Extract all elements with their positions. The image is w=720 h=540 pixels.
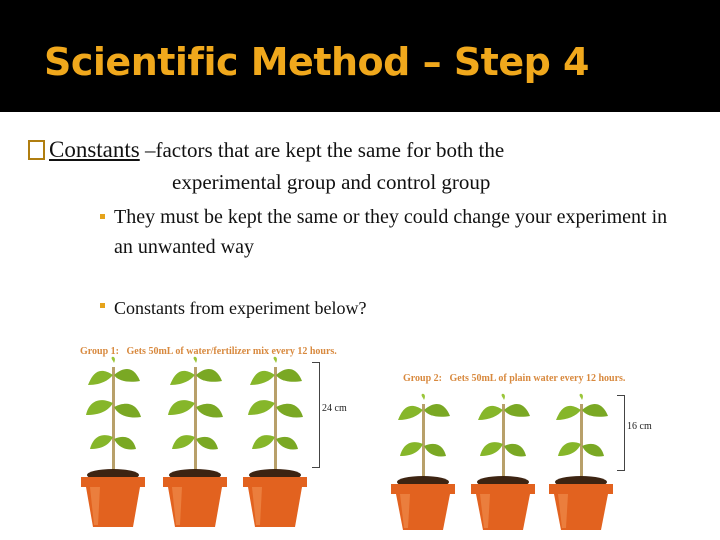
group1-height-bracket bbox=[312, 362, 320, 468]
group2-label: Group 2: bbox=[403, 373, 442, 384]
bullet-box-icon bbox=[28, 140, 45, 160]
short-plant-pot-icon bbox=[468, 392, 538, 532]
group2-height-label: 16 cm bbox=[627, 421, 652, 432]
group2-height-bracket bbox=[617, 395, 625, 471]
short-plant-pot-icon bbox=[546, 392, 616, 532]
group2-description: Gets 50mL of plain water every 12 hours. bbox=[449, 373, 626, 384]
group1-label: Group 1: bbox=[80, 346, 119, 357]
bullet-constants bbox=[28, 137, 708, 163]
tall-plant-pot-icon bbox=[78, 355, 148, 530]
sub-bullet-marker-icon bbox=[100, 303, 105, 308]
group1-height-label: 24 cm bbox=[322, 403, 347, 414]
tall-plant-pot-icon bbox=[240, 355, 310, 530]
slide-title: Scientific Method – Step 4 bbox=[44, 40, 589, 84]
definition-line-1: –factors that are kept the same for both the bbox=[139, 138, 505, 162]
sub-bullet-1: They must be kept the same or they could change your experiment in an unwanted way bbox=[114, 206, 668, 258]
title-bar bbox=[0, 0, 720, 112]
group2-caption bbox=[403, 373, 625, 384]
short-plant-pot-icon bbox=[388, 392, 458, 532]
sub-bullet-2: Constants from experiment below? bbox=[114, 298, 367, 318]
tall-plant-pot-icon bbox=[160, 355, 230, 530]
sub-bullet-marker-icon bbox=[100, 214, 105, 219]
definition-line-2: experimental group and control group bbox=[172, 170, 491, 194]
term-constants: Constants bbox=[49, 137, 140, 162]
group1-description: Gets 50mL of water/fertilizer mix every 12 hours. bbox=[126, 346, 337, 357]
